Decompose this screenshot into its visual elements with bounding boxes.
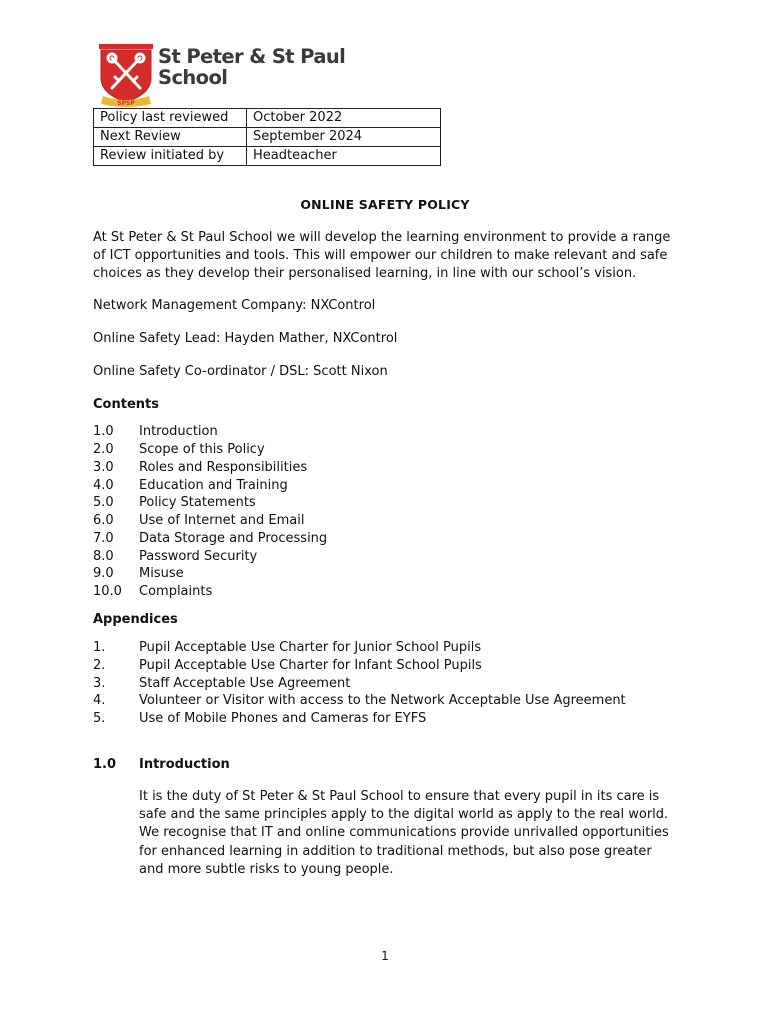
contents-heading: Contents	[93, 397, 159, 412]
contents-text: Password Security	[139, 549, 258, 564]
table-cell-key: Review initiated by	[94, 147, 247, 166]
intro-paragraph: At St Peter & St Paul School we will develop the learning environment to provide a range of ICT opportunities and tools. This will empower our children to make relevant and safe choices as they develop their personalised learning, in line with our school’s vision.	[93, 230, 671, 281]
contents-text: Introduction	[139, 424, 218, 439]
contents-num: 2.0	[93, 442, 114, 457]
safety-lead-line: Online Safety Lead: Hayden Mather, NXControl	[93, 331, 398, 346]
table-cell-key: Policy last reviewed	[94, 109, 247, 128]
appendix-text: Volunteer or Visitor with access to the Network Acceptable Use Agreement	[139, 693, 626, 708]
school-name-line2: School	[158, 66, 228, 89]
table-cell-value: Headteacher	[247, 147, 441, 166]
contents-num: 6.0	[93, 513, 114, 528]
contents-num: 8.0	[93, 549, 114, 564]
contents-text: Misuse	[139, 566, 184, 581]
contents-text: Use of Internet and Email	[139, 513, 305, 528]
section-num: 1.0	[93, 757, 117, 772]
section-heading	[93, 756, 230, 774]
contents-num: 7.0	[93, 531, 114, 546]
contents-text: Policy Statements	[139, 495, 256, 510]
section-title: Introduction	[139, 757, 230, 772]
svg-text:SPSP: SPSP	[117, 100, 135, 107]
contents-num: 9.0	[93, 566, 114, 581]
contents-num: 10.0	[93, 584, 122, 599]
school-name-line1: St Peter & St Paul	[158, 45, 346, 68]
appendix-text: Staff Acceptable Use Agreement	[139, 676, 351, 691]
policy-title: ONLINE SAFETY POLICY	[300, 197, 470, 212]
contents-text: Education and Training	[139, 478, 288, 493]
appendix-num: 5.	[93, 711, 106, 726]
table-cell-value: October 2022	[247, 109, 441, 128]
table-cell-key: Next Review	[94, 128, 247, 147]
school-crest-logo	[97, 44, 157, 108]
contents-num: 1.0	[93, 424, 114, 439]
school-name	[158, 46, 345, 88]
appendix-text: Pupil Acceptable Use Charter for Junior School Pupils	[139, 640, 482, 655]
review-table	[93, 108, 441, 166]
network-company-line: Network Management Company: NXControl	[93, 298, 376, 313]
appendix-num: 1.	[93, 640, 106, 655]
contents-text: Data Storage and Processing	[139, 531, 328, 546]
safety-coordinator-line: Online Safety Co-ordinator / DSL: Scott Nixon	[93, 364, 388, 379]
table-row	[94, 128, 441, 147]
table-row	[94, 109, 441, 128]
table-row	[94, 147, 441, 166]
contents-text: Roles and Responsibilities	[139, 460, 308, 475]
appendices-heading: Appendices	[93, 612, 178, 627]
section-body: It is the duty of St Peter & St Paul School to ensure that every pupil in its care is safe and the same principles apply to the digital world as apply to the real world. We recognise that IT and online communications provide unrivalled opportunities for enhanced learning in addition to traditional methods, but also pose greater and more subtle risks to young people.	[139, 789, 669, 877]
contents-text: Scope of this Policy	[139, 442, 265, 457]
appendix-num: 2.	[93, 658, 106, 673]
contents-num: 3.0	[93, 460, 114, 475]
contents-text: Complaints	[139, 584, 213, 599]
table-cell-value: September 2024	[247, 128, 441, 147]
appendix-text: Pupil Acceptable Use Charter for Infant School Pupils	[139, 658, 482, 673]
appendix-num: 3.	[93, 676, 106, 691]
page-number: 1	[381, 949, 389, 963]
contents-num: 4.0	[93, 478, 114, 493]
contents-num: 5.0	[93, 495, 114, 510]
appendix-text: Use of Mobile Phones and Cameras for EYFS	[139, 711, 427, 726]
appendix-num: 4.	[93, 693, 106, 708]
